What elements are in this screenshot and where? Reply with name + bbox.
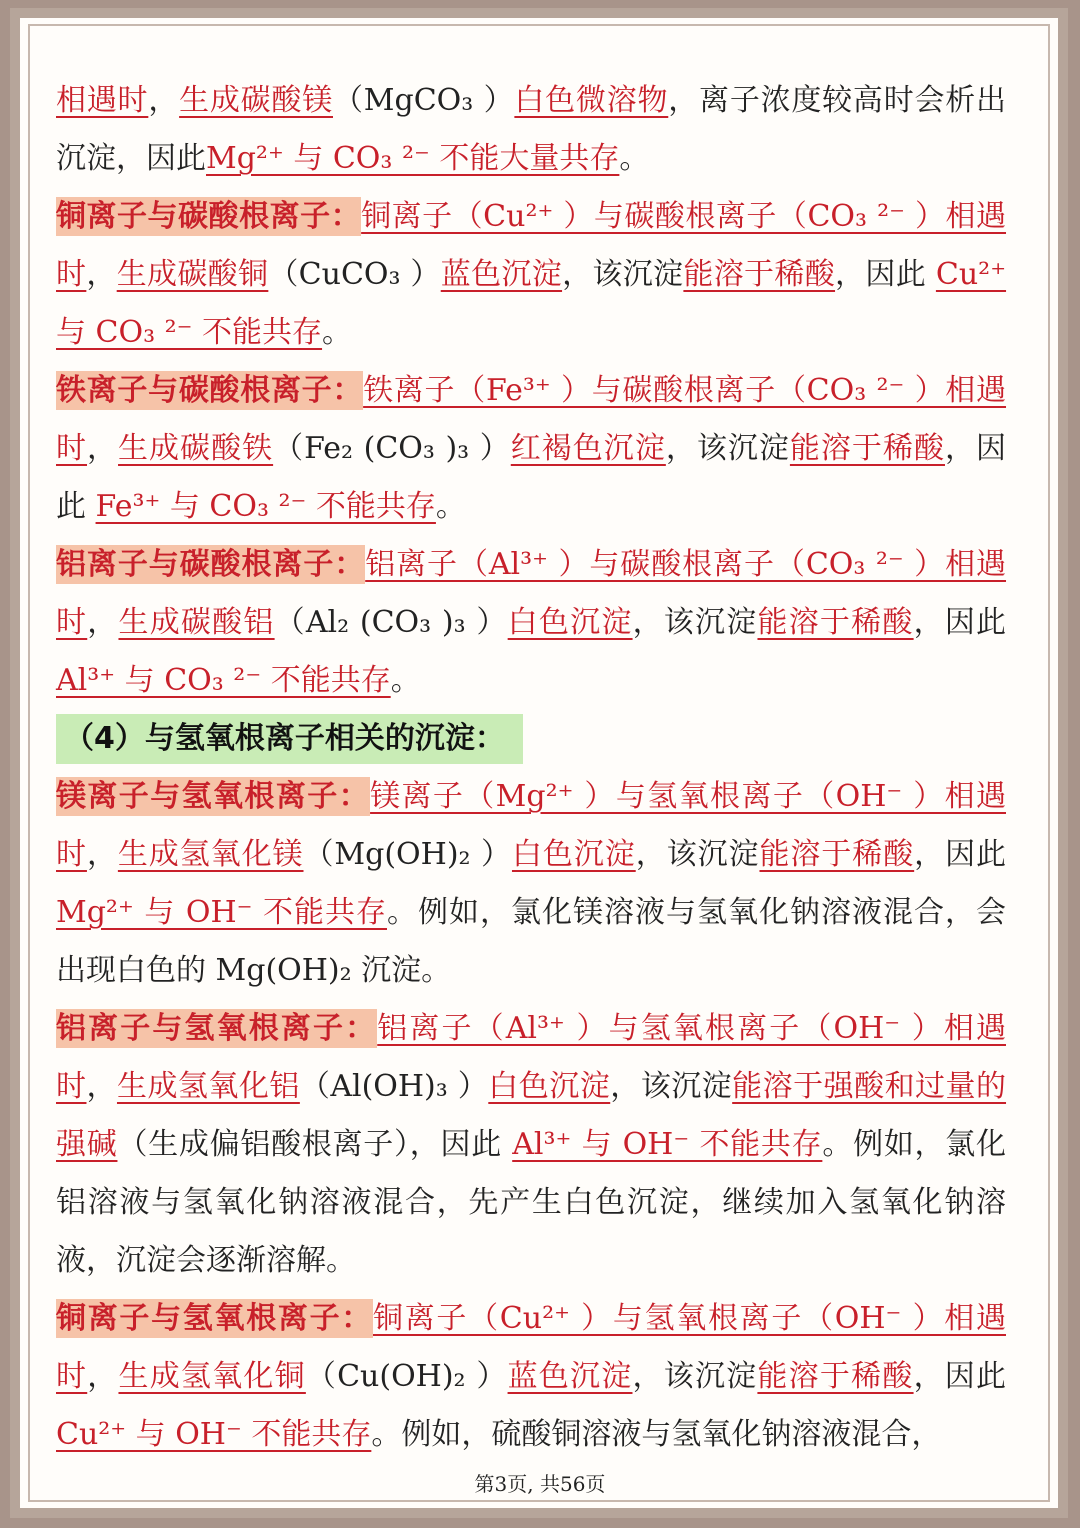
- page-footer: 第3页, 共56页: [474, 1472, 606, 1496]
- text-run: ，: [148, 83, 180, 118]
- paragraph-fe-co3: [56, 362, 1006, 536]
- key-phrase: 铜离子（Cu²⁺ ）与碳酸根离子（CO₃ ²⁻ ）相遇时: [56, 199, 1007, 292]
- text-run: ，该沉淀: [562, 257, 684, 292]
- text-run: （生成偏铝酸根离子），因此: [117, 1127, 513, 1162]
- text-run: （CuCO₃ ）: [268, 257, 441, 292]
- key-phrase: 生成氢氧化铜: [118, 1359, 306, 1394]
- text-run: （Fe₂ (CO₃ )₃ ）: [273, 431, 511, 466]
- term-heading: 铜离子与氢氧根离子：: [56, 1301, 373, 1336]
- text-run: 。例如，氯化镁溶液与氢氧化钠溶液混合，会出现白色的 Mg(OH)₂ 沉淀。: [56, 895, 1007, 988]
- text-run: （Al(OH)₃ ）: [299, 1069, 489, 1104]
- key-phrase: 生成碳酸铝: [118, 605, 275, 640]
- paragraph-mg-co3-continued: [56, 72, 1006, 188]
- key-phrase: Cu²⁺ 与 CO₃ ²⁻ 不能共存: [56, 257, 1007, 350]
- text-run: （MgCO₃ ）: [333, 83, 515, 118]
- text-run: ，因此: [835, 257, 936, 292]
- term-heading: 铝离子与碳酸根离子：: [56, 547, 366, 582]
- key-phrase: 白色微溶物: [514, 83, 669, 118]
- text-run: ，: [86, 257, 117, 292]
- key-phrase: 白色沉淀: [507, 605, 633, 640]
- key-phrase: 生成碳酸铁: [118, 431, 274, 466]
- paragraph-mg-oh: [56, 768, 1006, 1000]
- text-run: ，该沉淀: [635, 837, 760, 872]
- key-phrase: 生成碳酸镁: [179, 83, 333, 118]
- key-phrase: 能溶于稀酸: [789, 431, 945, 466]
- key-phrase: 能溶于稀酸: [757, 1359, 914, 1394]
- text-run: ，该沉淀: [632, 1359, 758, 1394]
- text-run: 。: [619, 141, 650, 176]
- text-run: 。例如，硫酸铜溶液与氢氧化钠溶液混合，: [371, 1417, 942, 1452]
- text-run: （Cu(OH)₂ ）: [305, 1359, 508, 1394]
- paragraph-section-4-heading: [56, 710, 1006, 768]
- key-phrase: Mg²⁺ 与 CO₃ ²⁻ 不能大量共存: [206, 141, 620, 176]
- document-body: [56, 72, 1006, 1464]
- text-run: 。: [322, 315, 353, 350]
- text-run: ，: [87, 1359, 119, 1394]
- key-phrase: Fe³⁺ 与 CO₃ ²⁻ 不能共存: [95, 489, 436, 524]
- text-run: ，: [86, 1069, 117, 1104]
- text-run: ，: [87, 431, 119, 466]
- term-heading: 铝离子与氢氧根离子：: [56, 1011, 378, 1046]
- text-run: ，离子浓度较高时会析出沉淀，因此: [56, 83, 1007, 176]
- text-run: ，: [86, 837, 118, 872]
- text-run: ，: [87, 605, 119, 640]
- key-phrase: 蓝色沉淀: [440, 257, 563, 292]
- key-phrase: 生成碳酸铜: [116, 257, 269, 292]
- key-phrase: 生成氢氧化铝: [116, 1069, 300, 1104]
- paragraph-al-oh: [56, 1000, 1006, 1290]
- key-phrase: Al³⁺ 与 CO₃ ²⁻ 不能共存: [56, 663, 391, 698]
- text-run: ，该沉淀: [632, 605, 758, 640]
- key-phrase: 铜离子（Cu²⁺ ）与氢氧根离子（OH⁻ ）相遇时: [56, 1301, 1006, 1394]
- key-phrase: 能溶于稀酸: [683, 257, 836, 292]
- key-phrase: 能溶于强酸和过量的强碱: [56, 1069, 1007, 1162]
- text-run: 。: [390, 663, 421, 698]
- key-phrase: 红褐色沉淀: [510, 431, 666, 466]
- key-phrase: 铝离子（Al³⁺ ）与氢氧根离子（OH⁻ ）相遇时: [56, 1011, 1006, 1104]
- paragraph-al-co3: [56, 536, 1006, 710]
- key-phrase: 蓝色沉淀: [507, 1359, 633, 1394]
- key-phrase: Cu²⁺ 与 OH⁻ 不能共存: [56, 1417, 372, 1452]
- paragraph-cu-co3: [56, 188, 1006, 362]
- key-phrase: Mg²⁺ 与 OH⁻ 不能共存: [56, 895, 387, 930]
- key-phrase: Al³⁺ 与 OH⁻ 不能共存: [512, 1127, 823, 1162]
- key-phrase: 能溶于稀酸: [757, 605, 914, 640]
- text-run: 。例如，氯化铝溶液与氢氧化钠溶液混合，先产生白色沉淀，继续加入氢氧化钠溶液，沉淀会逐渐溶解。: [56, 1127, 1007, 1278]
- key-phrase: 相遇时: [56, 83, 149, 118]
- text-run: （Mg(OH)₂ ）: [303, 837, 512, 872]
- term-heading: 铜离子与碳酸根离子：: [56, 199, 362, 234]
- text-run: （4）与氢氧根离子相关的沉淀：: [64, 721, 505, 756]
- text-run: ，该沉淀: [610, 1069, 733, 1104]
- text-run: ，因此: [913, 1359, 1007, 1394]
- text-run: ，因此: [913, 605, 1007, 640]
- key-phrase: 能溶于稀酸: [759, 837, 915, 872]
- key-phrase: 白色沉淀: [488, 1069, 611, 1104]
- section-heading: [56, 714, 523, 764]
- key-phrase: 铁离子（Fe³⁺ ）与碳酸根离子（CO₃ ²⁻ ）相遇时: [56, 373, 1007, 466]
- text-run: 。: [435, 489, 466, 524]
- term-heading: 镁离子与氢氧根离子：: [56, 779, 371, 814]
- key-phrase: 生成氢氧化镁: [117, 837, 304, 872]
- text-run: （Al₂ (CO₃ )₃ ）: [274, 605, 508, 640]
- text-run: ，因此: [914, 837, 1007, 872]
- key-phrase: 铝离子（Al³⁺ ）与碳酸根离子（CO₃ ²⁻ ）相遇时: [56, 547, 1007, 640]
- text-run: ，该沉淀: [665, 431, 790, 466]
- key-phrase: 白色沉淀: [511, 837, 636, 872]
- key-phrase: 镁离子（Mg²⁺ ）与氢氧根离子（OH⁻ ）相遇时: [56, 779, 1006, 872]
- paragraph-cu-oh: [56, 1290, 1006, 1464]
- text-run: ，因此: [56, 431, 1006, 524]
- term-heading: 铁离子与碳酸根离子：: [56, 373, 364, 408]
